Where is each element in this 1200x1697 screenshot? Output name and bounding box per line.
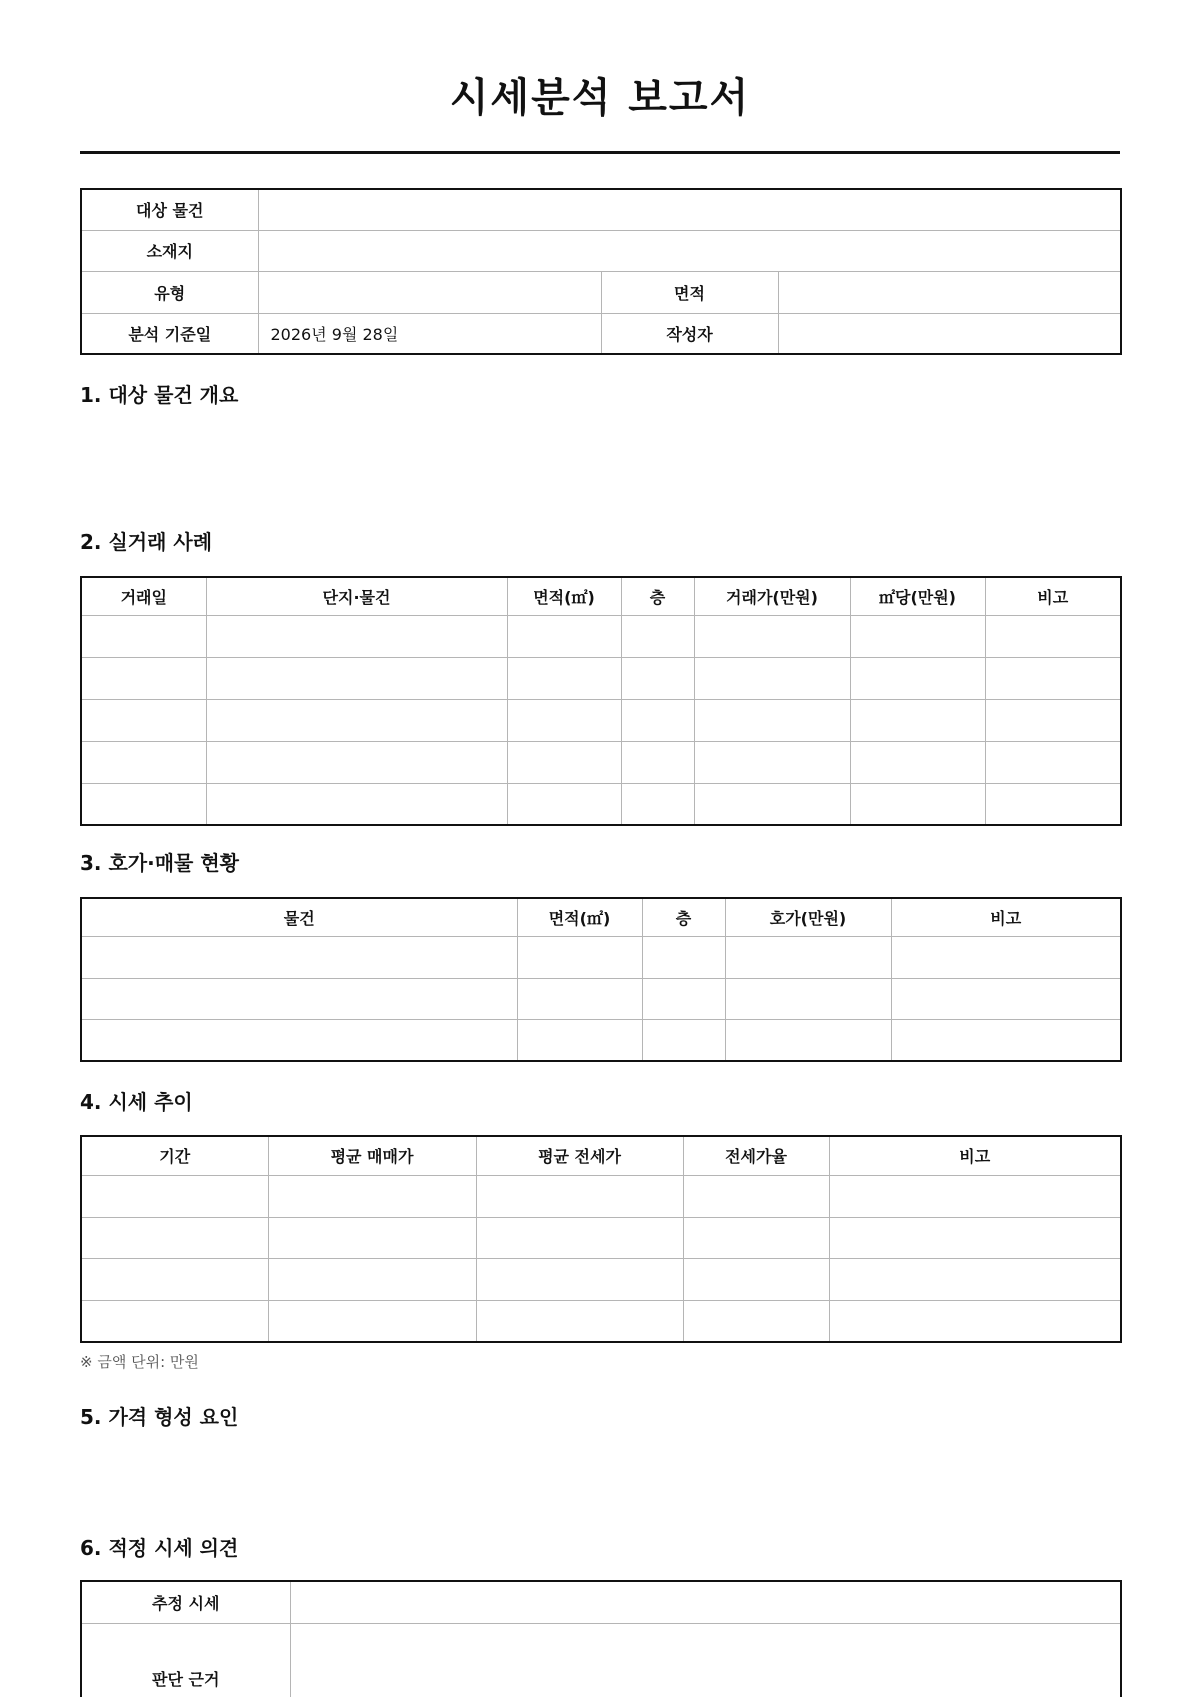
table-row xyxy=(81,1217,1121,1258)
table-row xyxy=(81,657,1121,699)
column-header: 층 xyxy=(642,898,725,936)
table-cell[interactable] xyxy=(850,615,985,657)
table-cell[interactable] xyxy=(206,783,507,825)
column-header: 면적(㎡) xyxy=(517,898,642,936)
table-cell[interactable] xyxy=(850,783,985,825)
table-cell[interactable] xyxy=(476,1217,683,1258)
column-header: 평균 매매가 xyxy=(268,1136,476,1175)
table-cell[interactable] xyxy=(985,783,1121,825)
table-cell[interactable] xyxy=(81,936,517,978)
table-cell[interactable] xyxy=(268,1258,476,1300)
table-row xyxy=(81,783,1121,825)
table-cell[interactable] xyxy=(891,978,1121,1019)
table-cell[interactable] xyxy=(694,741,850,783)
table-row xyxy=(81,1258,1121,1300)
table-cell[interactable] xyxy=(476,1300,683,1342)
table-cell[interactable] xyxy=(81,1300,268,1342)
basis-field[interactable] xyxy=(290,1623,1121,1697)
table-cell[interactable] xyxy=(507,657,621,699)
table-cell[interactable] xyxy=(694,657,850,699)
table-cell[interactable] xyxy=(694,783,850,825)
table-cell[interactable] xyxy=(206,741,507,783)
table-cell[interactable] xyxy=(517,1019,642,1061)
table-cell[interactable] xyxy=(507,783,621,825)
table-cell[interactable] xyxy=(694,615,850,657)
table-cell[interactable] xyxy=(621,699,694,741)
table-cell[interactable] xyxy=(268,1217,476,1258)
table-cell[interactable] xyxy=(81,657,206,699)
table-cell[interactable] xyxy=(476,1175,683,1217)
table-row xyxy=(81,1300,1121,1342)
column-header: ㎡당(만원) xyxy=(850,577,985,615)
transactions-table xyxy=(80,576,1122,826)
basis-label: 판단 근거 xyxy=(81,1623,290,1697)
address-label: 소재지 xyxy=(81,230,258,271)
table-cell[interactable] xyxy=(850,699,985,741)
column-header: 호가(만원) xyxy=(725,898,891,936)
table-cell[interactable] xyxy=(829,1217,1121,1258)
table-cell[interactable] xyxy=(268,1300,476,1342)
table-cell[interactable] xyxy=(268,1175,476,1217)
table-cell[interactable] xyxy=(891,1019,1121,1061)
table-cell[interactable] xyxy=(206,615,507,657)
table-cell[interactable] xyxy=(81,1258,268,1300)
info-table xyxy=(80,188,1122,355)
table-cell[interactable] xyxy=(829,1300,1121,1342)
table-cell[interactable] xyxy=(81,741,206,783)
table-cell[interactable] xyxy=(517,978,642,1019)
target-label: 대상 물건 xyxy=(81,189,258,230)
table-cell[interactable] xyxy=(621,615,694,657)
column-header: 거래가(만원) xyxy=(694,577,850,615)
table-cell[interactable] xyxy=(694,699,850,741)
section-title-transactions: 2. 실거래 사례 xyxy=(80,530,213,554)
column-header: 비고 xyxy=(891,898,1121,936)
table-cell[interactable] xyxy=(206,699,507,741)
type-label: 유형 xyxy=(81,271,258,313)
column-header: 기간 xyxy=(81,1136,268,1175)
table-cell[interactable] xyxy=(725,978,891,1019)
table-cell[interactable] xyxy=(621,657,694,699)
table-cell[interactable] xyxy=(507,615,621,657)
column-header: 전세가율 xyxy=(683,1136,829,1175)
author-field[interactable] xyxy=(778,313,1121,354)
table-cell[interactable] xyxy=(683,1300,829,1342)
estimate-label: 추정 시세 xyxy=(81,1581,290,1623)
column-header: 거래일 xyxy=(81,577,206,615)
table-cell[interactable] xyxy=(829,1175,1121,1217)
author-label: 작성자 xyxy=(601,313,778,354)
table-cell[interactable] xyxy=(850,657,985,699)
date-label: 분석 기준일 xyxy=(81,313,258,354)
table-row xyxy=(81,1175,1121,1217)
table-cell[interactable] xyxy=(985,615,1121,657)
table-cell[interactable] xyxy=(683,1175,829,1217)
table-row xyxy=(81,1019,1121,1061)
address-field[interactable] xyxy=(258,230,1121,271)
table-cell[interactable] xyxy=(81,699,206,741)
listings-table xyxy=(80,897,1122,1062)
table-row xyxy=(81,699,1121,741)
page-title: 시세분석 보고서 xyxy=(449,75,751,121)
estimate-field[interactable] xyxy=(290,1581,1121,1623)
column-header: 비고 xyxy=(829,1136,1121,1175)
table-cell[interactable] xyxy=(206,657,507,699)
table-cell[interactable] xyxy=(621,783,694,825)
table-cell[interactable] xyxy=(81,1175,268,1217)
date-field[interactable]: 2026년 9월 28일 xyxy=(258,313,601,354)
table-cell[interactable] xyxy=(507,741,621,783)
table-cell[interactable] xyxy=(642,978,725,1019)
section-title-factors: 5. 가격 형성 요인 xyxy=(80,1405,239,1429)
section-title-opinion: 6. 적정 시세 의견 xyxy=(80,1536,239,1560)
table-row xyxy=(81,741,1121,783)
table-row xyxy=(81,978,1121,1019)
table-cell[interactable] xyxy=(517,936,642,978)
table-cell[interactable] xyxy=(985,741,1121,783)
unit-note: ※ 금액 단위: 만원 xyxy=(80,1353,199,1371)
column-header: 층 xyxy=(621,577,694,615)
table-cell[interactable] xyxy=(985,657,1121,699)
column-header: 비고 xyxy=(985,577,1121,615)
table-cell[interactable] xyxy=(683,1217,829,1258)
column-header: 면적(㎡) xyxy=(507,577,621,615)
table-cell[interactable] xyxy=(850,741,985,783)
table-cell[interactable] xyxy=(683,1258,829,1300)
column-header: 단지·물건 xyxy=(206,577,507,615)
column-header: 평균 전세가 xyxy=(476,1136,683,1175)
area-field[interactable] xyxy=(778,271,1121,313)
area-label: 면적 xyxy=(601,271,778,313)
opinion-table xyxy=(80,1580,1122,1697)
section-title-listings: 3. 호가·매물 현황 xyxy=(80,851,239,875)
type-field[interactable] xyxy=(258,271,601,313)
table-cell[interactable] xyxy=(985,699,1121,741)
column-header: 물건 xyxy=(81,898,517,936)
table-cell[interactable] xyxy=(891,936,1121,978)
table-cell[interactable] xyxy=(725,936,891,978)
table-cell[interactable] xyxy=(621,741,694,783)
table-cell[interactable] xyxy=(81,1019,517,1061)
title-divider xyxy=(80,151,1120,154)
section-title-trend: 4. 시세 추이 xyxy=(80,1090,193,1114)
table-cell[interactable] xyxy=(725,1019,891,1061)
table-cell[interactable] xyxy=(81,783,206,825)
table-cell[interactable] xyxy=(642,1019,725,1061)
trend-table xyxy=(80,1135,1122,1343)
table-cell[interactable] xyxy=(81,1217,268,1258)
table-row xyxy=(81,615,1121,657)
table-cell[interactable] xyxy=(642,936,725,978)
table-cell[interactable] xyxy=(507,699,621,741)
target-field[interactable] xyxy=(258,189,1121,230)
table-cell[interactable] xyxy=(829,1258,1121,1300)
table-cell[interactable] xyxy=(81,615,206,657)
table-cell[interactable] xyxy=(81,978,517,1019)
table-row xyxy=(81,936,1121,978)
section-title-overview: 1. 대상 물건 개요 xyxy=(80,383,239,407)
table-cell[interactable] xyxy=(476,1258,683,1300)
